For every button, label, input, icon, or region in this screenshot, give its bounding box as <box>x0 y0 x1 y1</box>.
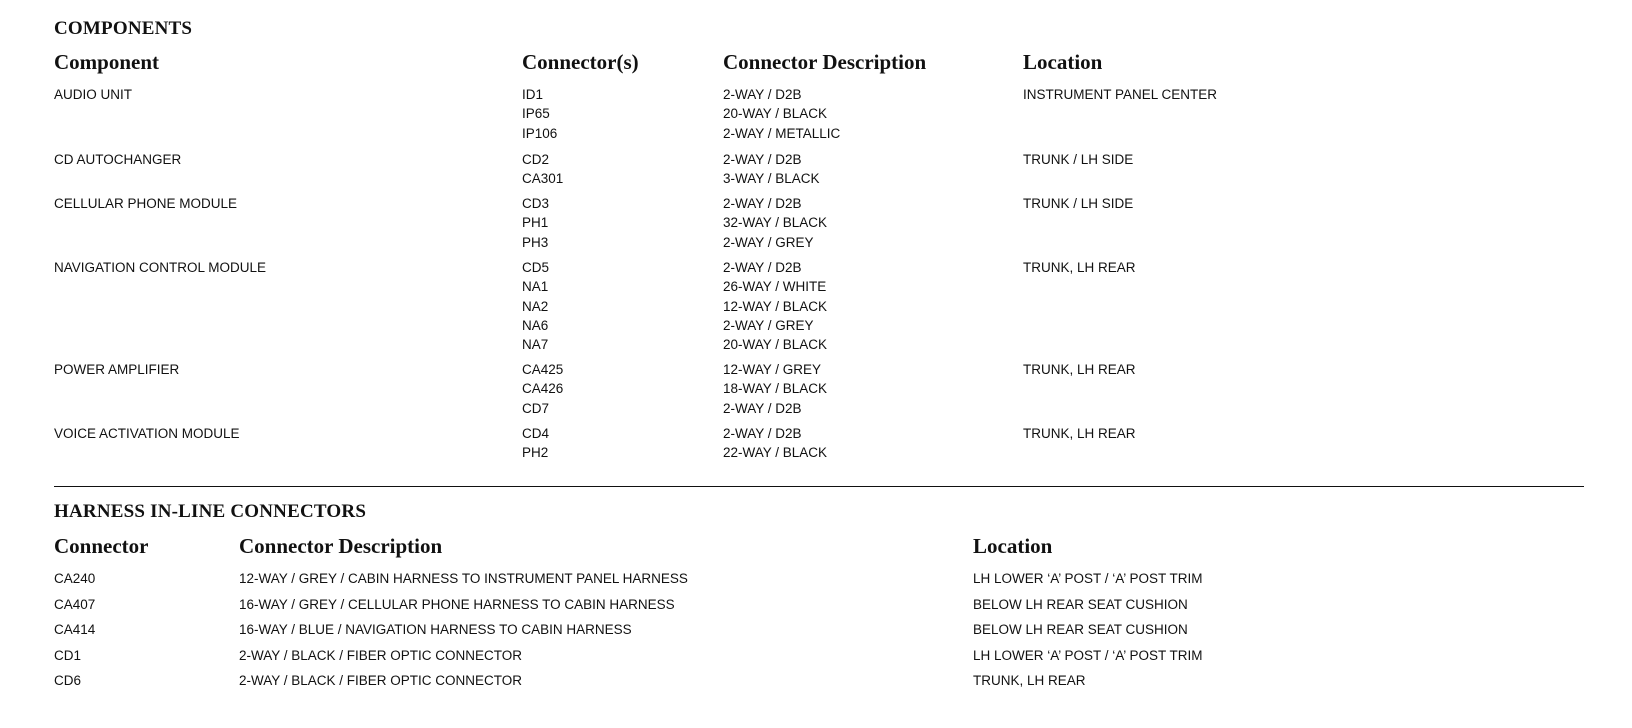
connector-description: 26-WAY / WHITE <box>723 279 827 295</box>
connector-id: CA425 <box>522 362 564 377</box>
connector-id: NA1 <box>522 279 549 295</box>
connector-id: CD2 <box>522 152 550 167</box>
connector-description: 18-WAY / BLACK <box>723 381 828 397</box>
component-connectors <box>522 424 549 463</box>
harness-header-connector: Connector <box>54 534 149 558</box>
connector-id: CD4 <box>522 426 550 441</box>
component-name: VOICE ACTIVATION MODULE <box>54 426 240 441</box>
component-descriptions <box>723 194 827 252</box>
component-connectors <box>522 150 563 189</box>
connector-id: CD7 <box>522 400 550 416</box>
harness-description: 16-WAY / GREY / CELLULAR PHONE HARNESS TO CABIN HARNESS <box>239 597 675 612</box>
connector-description: 20-WAY / BLACK <box>723 337 828 353</box>
component-descriptions <box>723 85 840 143</box>
harness-description: 2-WAY / BLACK / FIBER OPTIC CONNECTOR <box>239 673 523 688</box>
harness-location: TRUNK, LH REAR <box>973 673 1086 688</box>
harness-header-description: Connector Description <box>239 534 443 558</box>
connector-description: 12-WAY / BLACK <box>723 298 828 314</box>
connector-id: NA2 <box>522 298 549 314</box>
harness-header-location: Location <box>973 534 1053 558</box>
connector-description: 2-WAY / D2B <box>723 152 802 167</box>
component-connectors <box>522 360 563 418</box>
component-location: TRUNK / LH SIDE <box>1023 152 1134 167</box>
harness-section-title: HARNESS IN-LINE CONNECTORS <box>54 501 367 522</box>
connector-id: PH1 <box>522 215 549 231</box>
component-name: AUDIO UNIT <box>54 87 133 102</box>
connector-description: 3-WAY / BLACK <box>723 171 820 187</box>
connector-id: NA7 <box>522 337 549 353</box>
connector-description: 2-WAY / GREY <box>723 317 814 333</box>
connector-description: 20-WAY / BLACK <box>723 106 828 122</box>
connector-description: 2-WAY / D2B <box>723 260 802 275</box>
component-name: CELLULAR PHONE MODULE <box>54 196 238 211</box>
harness-location: BELOW LH REAR SEAT CUSHION <box>973 597 1188 612</box>
connector-id: CA301 <box>522 171 564 187</box>
component-location: INSTRUMENT PANEL CENTER <box>1023 87 1218 102</box>
connector-description: 2-WAY / D2B <box>723 196 802 211</box>
component-connectors <box>522 85 557 143</box>
harness-description: 2-WAY / BLACK / FIBER OPTIC CONNECTOR <box>239 648 523 663</box>
component-location: TRUNK / LH SIDE <box>1023 196 1134 211</box>
harness-connector: CD6 <box>54 673 82 688</box>
connector-id: PH2 <box>522 445 549 461</box>
component-name: NAVIGATION CONTROL MODULE <box>54 260 267 275</box>
connector-description: 2-WAY / GREY <box>723 234 814 250</box>
harness-description: 16-WAY / BLUE / NAVIGATION HARNESS TO CABIN HARNESS <box>239 622 632 637</box>
components-header-component: Component <box>54 50 160 74</box>
harness-location: LH LOWER ‘A’ POST / ‘A’ POST TRIM <box>973 648 1203 663</box>
connector-id: CA426 <box>522 381 564 397</box>
connector-id: CD5 <box>522 260 550 275</box>
harness-location: LH LOWER ‘A’ POST / ‘A’ POST TRIM <box>973 571 1203 586</box>
connector-id: IP65 <box>522 106 550 122</box>
component-descriptions <box>723 424 827 463</box>
component-descriptions <box>723 258 827 354</box>
connector-id: ID1 <box>522 87 544 102</box>
connector-id: NA6 <box>522 317 549 333</box>
connector-description: 32-WAY / BLACK <box>723 215 828 231</box>
connector-description: 2-WAY / D2B <box>723 426 802 441</box>
connector-description: 2-WAY / D2B <box>723 87 802 102</box>
connector-description: 2-WAY / D2B <box>723 400 802 416</box>
components-section-title: COMPONENTS <box>54 18 193 39</box>
connector-id: IP106 <box>522 125 558 141</box>
connector-id: CD3 <box>522 196 550 211</box>
harness-connector: CA414 <box>54 622 96 637</box>
harness-connector: CA240 <box>54 571 96 586</box>
components-header-location: Location <box>1023 50 1103 74</box>
harness-location: BELOW LH REAR SEAT CUSHION <box>973 622 1188 637</box>
harness-connector: CA407 <box>54 597 96 612</box>
harness-description: 12-WAY / GREY / CABIN HARNESS TO INSTRUMENT PANEL HARNESS <box>239 571 688 586</box>
connector-id: PH3 <box>522 234 549 250</box>
harness-connector: CD1 <box>54 648 82 663</box>
connector-description: 12-WAY / GREY <box>723 362 822 377</box>
connector-description: 22-WAY / BLACK <box>723 445 828 461</box>
component-connectors <box>522 194 549 252</box>
component-location: TRUNK, LH REAR <box>1023 426 1136 441</box>
component-descriptions <box>723 150 820 189</box>
component-location: TRUNK, LH REAR <box>1023 260 1136 275</box>
component-name: CD AUTOCHANGER <box>54 152 182 167</box>
component-connectors <box>522 258 549 354</box>
component-name: POWER AMPLIFIER <box>54 362 180 377</box>
components-header-connectors: Connector(s) <box>522 50 639 74</box>
component-descriptions <box>723 360 827 418</box>
connector-description: 2-WAY / METALLIC <box>723 125 841 141</box>
components-header-description: Connector Description <box>723 50 927 74</box>
component-location: TRUNK, LH REAR <box>1023 362 1136 377</box>
section-divider <box>54 486 1584 487</box>
